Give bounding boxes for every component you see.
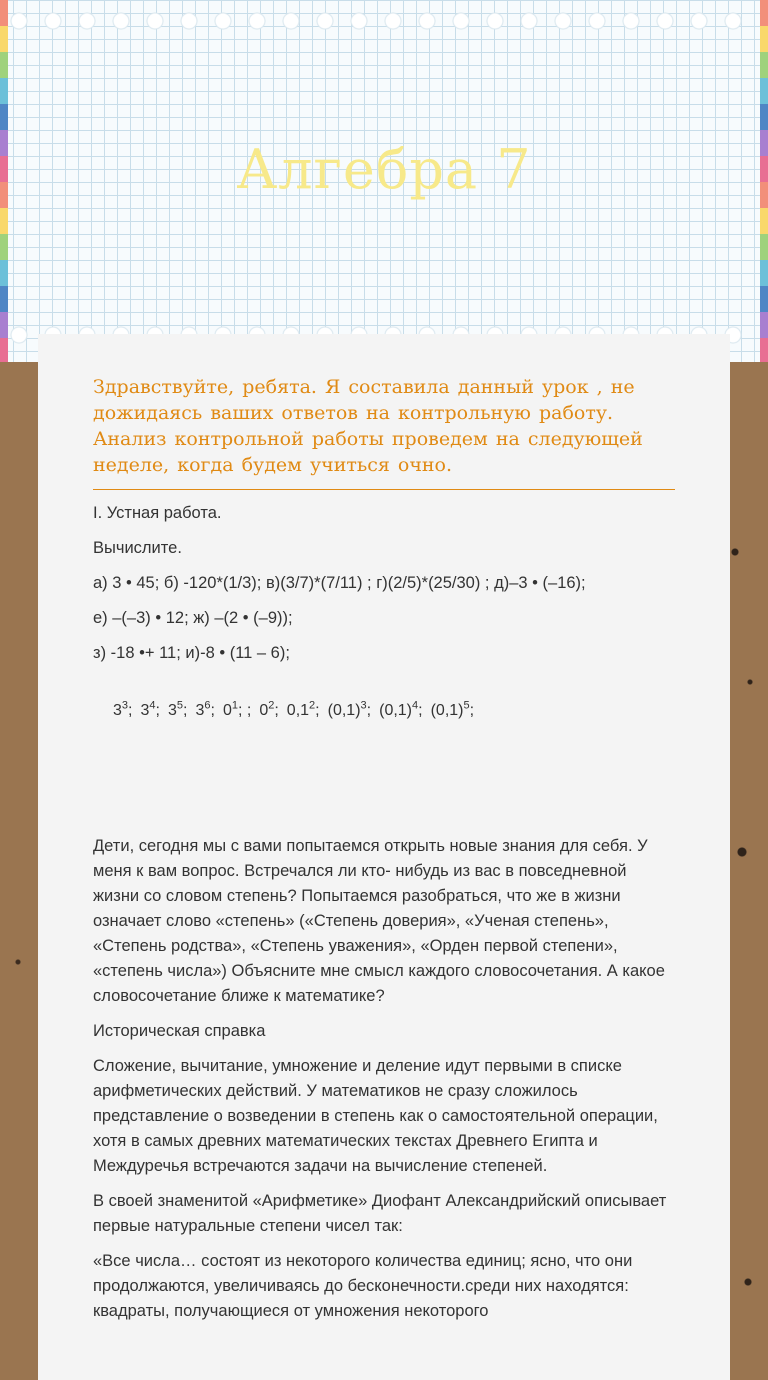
power-item: $0,1^2$; [286,700,320,720]
paragraph-quote: «Все числа… состоят из некоторого количества единиц; ясно, что они продолжаются, увеличиваясь до бесконечности.среди них находятся: квадраты, получающиеся от умножения некоторого [93,1252,633,1321]
power-item: $(0,1)^4$; [379,700,423,720]
header-banner [0,0,768,362]
power-item: $3^5$; [167,700,188,720]
content-card [38,334,730,1380]
power-item: $(0,1)^3$; [327,700,372,720]
exercise-line-2: е) –(–3) • 12; ж) –(2 • (–9)); [93,609,293,627]
oral-task: Вычислите. [93,539,182,557]
notebook-holes-top [10,12,758,30]
exercise-line-1: а) 3 • 45; б) -120*(1/3); в)(3/7)*(7/11) ; г)(2/5)*(25/30) ; д)–3 • (–16); [93,574,586,592]
powers-list [113,700,675,720]
content-body [93,374,675,1324]
power-item: $3^6$; [195,700,215,720]
paragraph-diophantus: В своей знаменитой «Арифметике» Диофант Александрийский описывает первые натуральные степени чисел так: [93,1192,667,1236]
oral-heading: I. Устная работа. [93,504,222,522]
exercise-line-3: з) -18 •+ 11; и)-8 • (11 – 6); [93,644,290,662]
power-item: $3^3$; [113,700,133,720]
power-item: $0^1$; ; [222,700,252,720]
history-heading: Историческая справка [93,1022,266,1041]
power-item: $0^2$; [259,700,279,720]
power-item: $3^4$; [140,700,160,720]
paragraph-history: Сложение, вычитание, умножение и деление идут первыми в списке арифметических действий. У математиков не сразу сложилось представление о возведении в степень как о самостоятельной операции, хотя в самых древних математических текстах Древнего Египта и Междуречья встречаются задачи на вычисление степеней. [93,1057,658,1176]
paragraph-intro: Дети, сегодня мы с вами попытаемся открыть новые знания для себя. У меня к вам вопрос. Встречался ли кто- нибудь из вас в повседневной жизни со словом степень? Попытаемся разобраться, что же в жизни означает слово «степень» («Степень доверия», «Ученая степень», «Степень родства», «Степень уважения», «Орден первой степени», «степень числа») Объясните мне смысл каждого словосочетания. А какое словосочетание ближе к математике? [93,837,665,1006]
power-item: $(0,1)^5$; [430,700,475,720]
page-title: Алгебра 7 [236,138,532,201]
intro-text: Здравствуйте, ребята. Я составила данный урок , не дожидаясь ваших ответов на контрольную работу. Анализ контрольной работы проведем на следующей неделе, когда будем учиться очно. [93,374,675,490]
